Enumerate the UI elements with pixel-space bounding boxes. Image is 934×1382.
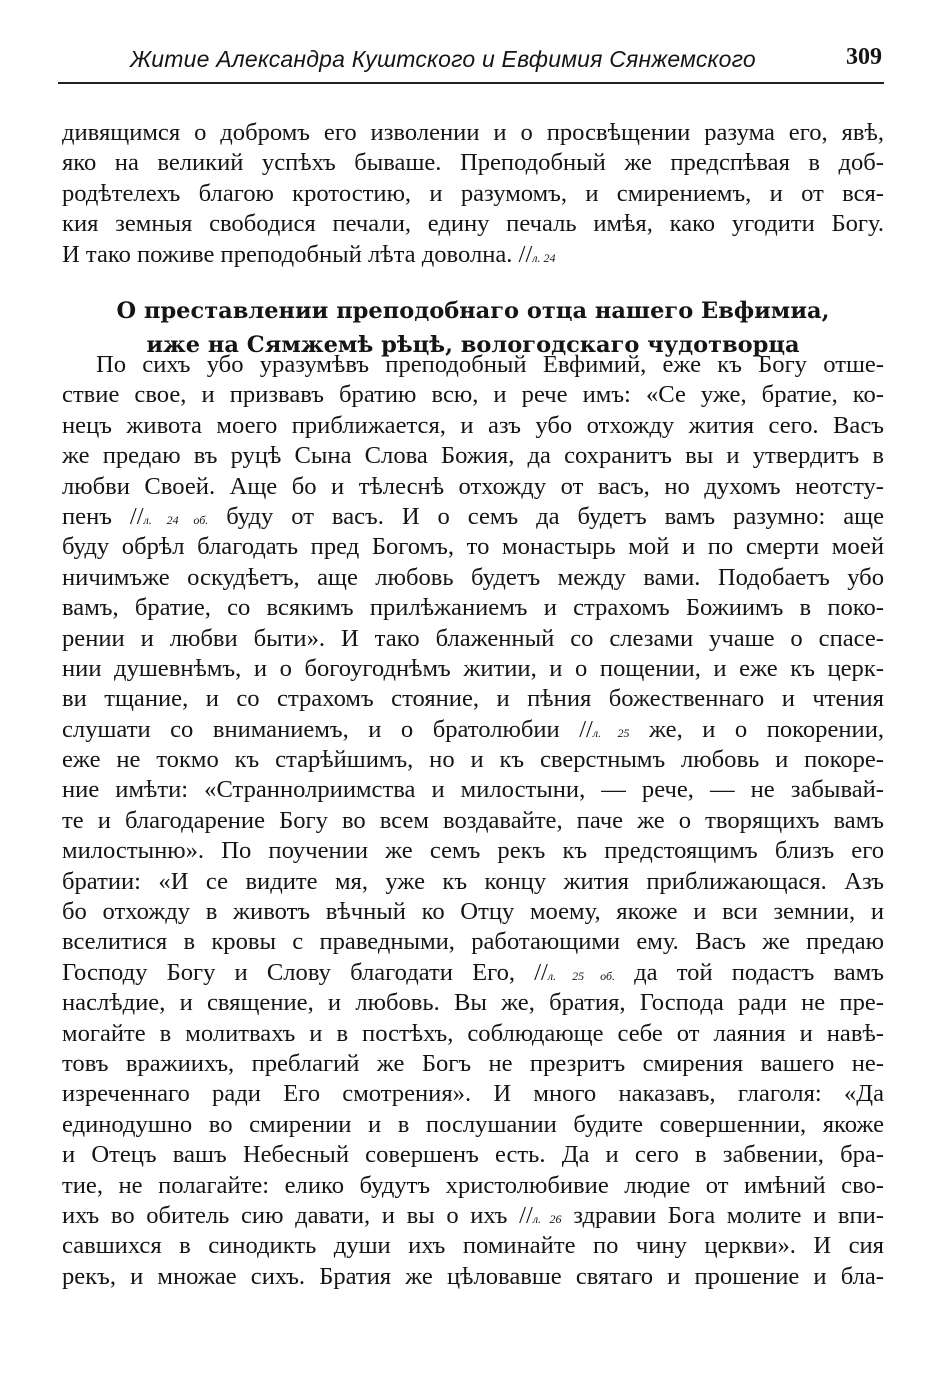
paragraph-continuation — [62, 118, 884, 270]
text-line: милостыню». По поучении же семъ рекъ къ предстоящимъ близъ его — [62, 837, 884, 865]
text-line: бо отхожду в животъ вѣчный ко Отцу моему, якоже и вси земнии, и — [62, 898, 884, 926]
page-number: 309 — [846, 44, 882, 70]
text-line — [62, 240, 884, 270]
text-line: товъ вражиихъ, преблагий же Богъ не презритъ смирения вашего не- — [62, 1049, 884, 1077]
text-segment: ихъ во обитель сию давати, и вы о ихъ — [62, 1201, 508, 1229]
text-line: дивящимся о добромъ его изволении и о просвѣщении разума его, явѣ, — [62, 119, 884, 146]
text-segment: да той подастъ вамъ — [634, 958, 884, 986]
text-line: наслѣдие, и священие, и любовь. Вы же, братия, Господа ради не пре- — [62, 989, 884, 1017]
folio-mark: л. 25 об. — [547, 968, 615, 983]
text-line: ви тщание, и со страхомъ стояние, и пѣния божественнаго и чтения — [62, 685, 884, 713]
text-line: ствие свое, и призвавъ братию всю, и рече имъ: «Се уже, братие, ко- — [62, 381, 884, 409]
text-line: рекъ, и множае сихъ. Братия же цѣловавше святаго и прошение и бла- — [62, 1262, 884, 1290]
text-line: яко на великий успѣхъ бываше. Преподобный же предспѣвая в доб- — [62, 149, 884, 177]
text-line: любви Своей. Аще бо и тѣлеснѣ отхожду от васъ, но духомъ неотсту- — [62, 472, 884, 500]
text-line — [62, 502, 884, 532]
text-segment: здравии Бога молите и впи- — [573, 1201, 884, 1229]
folio-mark: л. 24 — [532, 250, 556, 265]
text-line: кия земныя свободися печали, едину печаль имѣя, како угодити Богу. — [62, 210, 884, 238]
text-line: ние имѣти: «Страннолриимства и милостыни, — рече, — не забывай- — [62, 776, 884, 804]
text-line: рении и любви быти». И тако блаженный со слезами учаше о спасе- — [62, 624, 884, 652]
folio-divider: // — [519, 1201, 533, 1229]
text-line: те и благодарение Богу во всем воздавайте, паче же о творящихъ вамъ — [62, 806, 884, 834]
folio-divider: // — [534, 958, 548, 986]
text-line — [62, 1201, 884, 1231]
text-line: могайте в молитвахъ и в постѣхъ, соблюдающе себе от лаяния и навѣ- — [62, 1019, 884, 1047]
text-line: ничимъже оскудѣетъ, аще любовь будетъ между вами. Подобаетъ убо — [62, 563, 884, 591]
text-line: и Отецъ вашъ Небесный совершенъ есть. Да и сего в забвении, бра- — [62, 1141, 884, 1169]
text-line — [62, 715, 884, 745]
folio-mark: л. 26 — [532, 1211, 562, 1226]
text-line: родѣтелехъ благою кротостию, и разумомъ, и смирениемъ, и от вся- — [62, 179, 884, 207]
text-line: По сихъ убо уразумѣвъ преподобный Евфимий, еже къ Богу отше- — [96, 351, 884, 378]
text-line — [62, 958, 884, 988]
folio-mark: л. 25 — [592, 725, 630, 740]
text-line: изреченнаго ради Его смотрения». И много наказавъ, глаголя: «Да — [62, 1080, 884, 1108]
folio-mark: л. 24 об. — [143, 512, 209, 527]
running-header — [58, 40, 884, 84]
folio-divider: // — [579, 715, 593, 743]
text-segment: Господу Богу и Слову благодати Его, — [62, 958, 516, 986]
text-line: вселитися в кровы с праведными, работающими ему. Васъ же предаю — [62, 928, 884, 956]
text-line: савшихся в синодикть души ихъ поминайте по чину церкви». И сия — [62, 1232, 884, 1260]
text-segment: И тако поживе преподобный лѣта доволна. — [62, 240, 513, 268]
text-segment: же, и о покорении, — [649, 715, 884, 743]
text-line: еже не токмо къ старѣйшимъ, но и къ сверстнымъ любовь и покоре- — [62, 746, 884, 774]
text-line: нецъ живота моего приближается, и азъ убо отхожду жития сего. Васъ — [62, 411, 884, 439]
heading-line-1: О преставлении преподобнаго отца нашего Евфимиа, — [116, 298, 830, 324]
text-line: тие, не полагайте: елико будутъ христолюбивие людие от имѣний сво- — [62, 1171, 884, 1199]
text-segment: пенъ — [62, 502, 112, 530]
text-line: братии: «И се видите мя, уже къ концу жития приближающася. Азъ — [62, 867, 884, 895]
text-segment: буду от васъ. И о семъ да будетъ вамъ разумно: аще — [226, 502, 884, 530]
chapter-body — [62, 350, 884, 1292]
text-segment: слушати со вниманиемъ, и о братолюбии — [62, 715, 560, 743]
folio-divider: // — [518, 240, 533, 268]
text-line: вамъ, братие, со всякимъ прилѣжаниемъ и страхомъ Божиимъ в поко- — [62, 594, 884, 622]
heading-line-2: иже на Сямжемѣ рѣцѣ, вологодскаго чудотворца — [146, 332, 800, 358]
text-line: единодушно во смирении и в послушании будите совершеннии, якоже — [62, 1110, 884, 1138]
folio-divider: // — [129, 502, 144, 530]
text-line: нии душевнѣмъ, и о богоугоднѣмъ житии, и о пощении, и еже къ церк- — [62, 654, 884, 682]
running-title: Житие Александра Куштского и Евфимия Сянжемского — [130, 46, 756, 72]
text-line: же предаю въ руцѣ Сына Слова Божия, да сохранитъ вы и утвердитъ в — [62, 442, 884, 470]
text-line: буду обрѣл благодать пред Богомъ, то монастырь мой и по смерти моей — [62, 533, 884, 561]
